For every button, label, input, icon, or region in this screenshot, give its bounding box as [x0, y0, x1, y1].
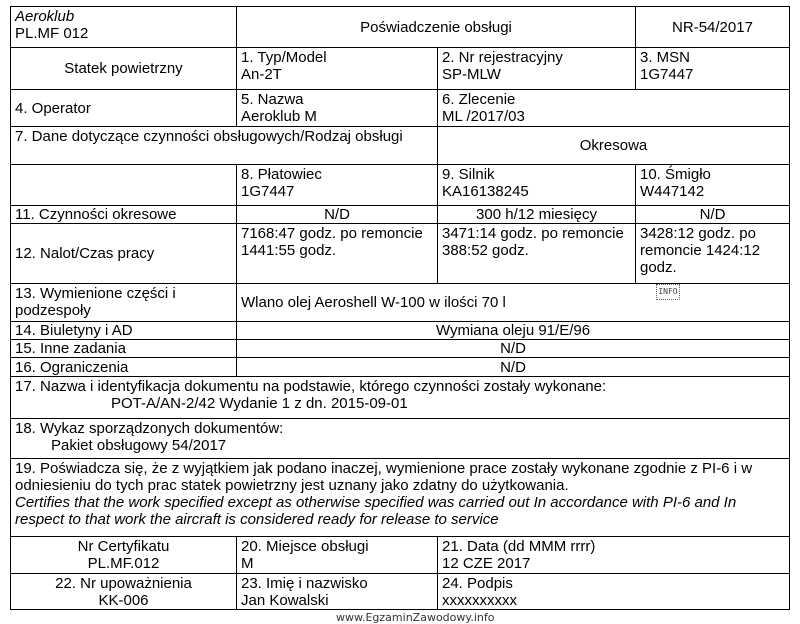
order-label: 6. Zlecenie — [442, 91, 516, 108]
full-name-cell — [236, 573, 438, 610]
operator-name-cell — [236, 89, 438, 127]
periodic-label — [10, 205, 237, 224]
other-tasks-label-text: 15. Inne zadania — [15, 340, 126, 357]
airframe-value: 1G7447 — [241, 183, 295, 200]
bulletins-value-text: Wymiana oleju 91/E/96 — [435, 322, 591, 339]
certification-statement — [10, 458, 790, 537]
flight-time-engine — [437, 223, 636, 284]
maintenance-data-label — [10, 126, 438, 165]
authorization-label: 22. Nr upoważnienia — [55, 575, 192, 592]
flight-time-label — [10, 223, 237, 284]
place-cell — [236, 536, 438, 574]
propeller-value: W447142 — [640, 183, 705, 200]
document-basis-value: POT-A/AN-2/42 Wydanie 1 z dn. 2015-09-01 — [111, 395, 408, 412]
maintenance-certificate-form — [10, 6, 790, 610]
flight-time-airframe — [236, 223, 438, 284]
document-number — [635, 6, 790, 48]
flight-time-engine-value: 3471:14 godz. po remoncie 388:52 godz. — [442, 225, 624, 259]
engine-cell — [437, 164, 636, 206]
replaced-parts-label — [10, 283, 237, 322]
airframe-label: 8. Płatowiec — [241, 166, 322, 183]
periodic-airframe — [236, 205, 438, 224]
type-model-label: 1. Typ/Model — [241, 49, 327, 66]
limitations-label — [10, 357, 237, 377]
replaced-parts-value-text: Wlano olej Aeroshell W-100 w ilości 70 l — [241, 294, 506, 311]
number-text: NR-54/2017 — [672, 18, 753, 36]
registration-cell — [437, 47, 636, 90]
signature-label: 24. Podpis — [442, 575, 513, 592]
document-basis-label: 17. Nazwa i identyfikacja dokumentu na podstawie, którego czynności zostały wykonane: — [15, 378, 607, 395]
documents-list-cell — [10, 418, 790, 459]
periodic-engine — [437, 205, 636, 224]
airframe-cell — [236, 164, 438, 206]
engine-label: 9. Silnik — [442, 166, 495, 183]
other-tasks-value-text: N/D — [500, 340, 526, 357]
propeller-label: 10. Śmigło — [640, 166, 711, 183]
info-stamp: INFO — [656, 284, 680, 300]
date-value: 12 CZE 2017 — [442, 555, 531, 572]
document-basis-cell — [10, 376, 790, 419]
msn-value: 1G7447 — [640, 66, 694, 83]
signature-cell — [437, 573, 790, 610]
org-name: Aeroklub — [15, 8, 75, 25]
order-value: ML /2017/03 — [442, 108, 525, 125]
signature-value: xxxxxxxxxx — [442, 592, 517, 609]
registration-label: 2. Nr rejestracyjny — [442, 49, 563, 66]
bulletins-value — [236, 321, 790, 340]
periodic-label-text: 11. Czynności okresowe — [15, 206, 177, 223]
documents-list-label: 18. Wykaz sporządzonych dokumentów: — [15, 420, 284, 437]
aircraft-label-text: Statek powietrzny — [64, 60, 183, 77]
flight-time-airframe-value: 7168:47 godz. po remoncie 1441:55 godz. — [241, 225, 423, 259]
certificate-number-value: PL.MF.012 — [87, 555, 160, 572]
type-model-cell — [236, 47, 438, 90]
periodic-airframe-value: N/D — [324, 206, 350, 223]
flight-time-propeller-value: 3428:12 godz. po remoncie 1424:12 godz. — [640, 225, 761, 276]
limitations-value-text: N/D — [500, 358, 526, 376]
periodic-propeller-value: N/D — [699, 206, 726, 223]
registration-value: SP-MLW — [442, 66, 501, 83]
other-tasks-label — [10, 339, 237, 358]
maintenance-data-label-text: 7. Dane dotyczące czynności obsługowych/Rodzaj obsługi — [15, 128, 403, 145]
certificate-number-cell — [10, 536, 237, 574]
authorization-cell — [10, 573, 237, 610]
type-model-value: An-2T — [241, 66, 282, 83]
date-cell — [437, 536, 790, 574]
authorization-value: KK-006 — [98, 592, 149, 609]
engine-value: KA16138245 — [442, 183, 529, 200]
full-name-value: Jan Kowalski — [241, 592, 329, 609]
full-name-label: 23. Imię i nazwisko — [241, 575, 368, 592]
replaced-parts-label-text: 13. Wymienione części i podzespoły — [15, 285, 176, 319]
bulletins-label-text: 14. Biuletyny i AD — [15, 322, 133, 339]
periodic-engine-value: 300 h/12 miesięcy — [476, 206, 597, 223]
maintenance-type-value: Okresowa — [579, 137, 648, 154]
propeller-cell — [635, 164, 790, 206]
operator-name-label: 5. Nazwa — [241, 91, 304, 108]
place-value: M — [241, 555, 254, 572]
operator-name-value: Aeroklub M — [241, 108, 317, 125]
place-label: 20. Miejsce obsługi — [241, 538, 369, 555]
document-title — [236, 6, 636, 48]
operator-label — [10, 89, 237, 127]
periodic-propeller — [635, 205, 790, 224]
limitations-value — [236, 357, 790, 377]
operator-label-text: 4. Operator — [15, 99, 91, 117]
maintenance-type-cell — [437, 126, 790, 165]
flight-time-label-text: 12. Nalot/Czas pracy — [15, 245, 155, 262]
certification-text-en: Certifies that the work specified except as otherwise specified was carried out In accordance with PI-6 and In respect to that work the aircraft is considered ready for release to service — [15, 494, 737, 528]
order-cell — [437, 89, 790, 127]
aircraft-label — [10, 47, 237, 90]
date-label: 21. Data (dd MMM rrrr) — [442, 538, 596, 555]
certificate-number-label: Nr Certyfikatu — [77, 538, 170, 555]
title-text: Poświadczenie obsługi — [360, 18, 512, 36]
watermark-text: www.EgzaminZawodowy.info — [336, 611, 495, 624]
msn-cell — [635, 47, 790, 90]
bulletins-label — [10, 321, 237, 340]
flight-time-propeller — [635, 223, 790, 284]
org-code: PL.MF 012 — [15, 25, 89, 42]
limitations-label-text: 16. Ograniczenia — [15, 358, 129, 376]
components-empty-cell — [10, 164, 237, 206]
msn-label: 3. MSN — [640, 49, 691, 66]
documents-list-value: Pakiet obsługowy 54/2017 — [51, 437, 227, 454]
header-organization — [10, 6, 237, 48]
replaced-parts-value — [236, 283, 790, 322]
other-tasks-value — [236, 339, 790, 358]
certification-text-pl: 19. Poświadcza się, że z wyjątkiem jak podano inaczej, wymienione prace zostały wykonane zgodnie z PI-6 i w odniesieniu do tych prac statek powietrzny jest uznany jako zdatny do użytkowania. — [15, 460, 753, 494]
